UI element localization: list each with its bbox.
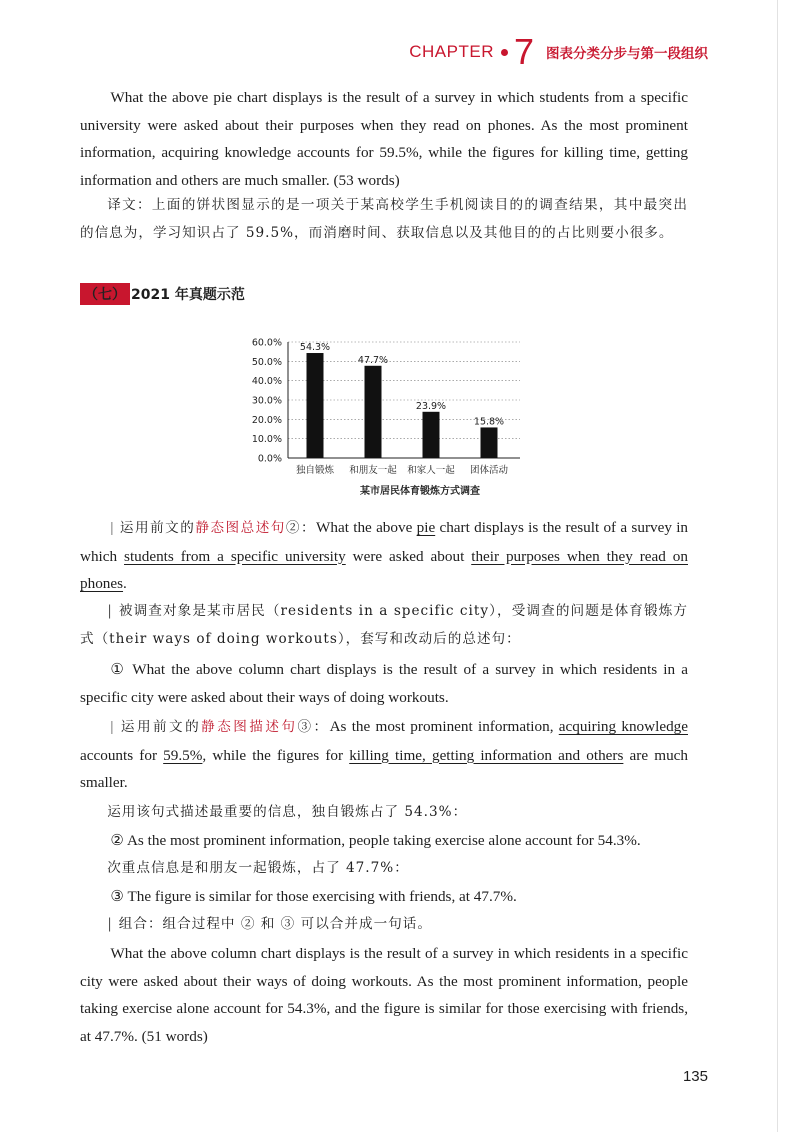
highlight-term: 静态图总述句: [195, 520, 286, 536]
y-tick-label: 60.0%: [251, 337, 282, 349]
text: accounts for: [80, 746, 164, 764]
bullet-dot-icon: [501, 49, 508, 56]
section-title: 2021 年真题示范: [131, 287, 245, 303]
text: 被调查对象是某市居民（residents in a specific city），受调查的问题是体育锻炼方式（their ways of doing workouts），套写和改动后的总述句：: [80, 603, 688, 647]
line-sentence-3: ③ The figure is similar for those exercising with friends, at 47.7%.: [110, 888, 517, 905]
y-tick-label: 0.0%: [257, 453, 282, 465]
label-text: 运用前文的: [119, 520, 196, 536]
label-number: ③：: [297, 719, 330, 735]
chart-data-labels: [300, 342, 504, 427]
underlined-text: pie: [416, 519, 436, 536]
chapter-number: 7: [513, 31, 534, 72]
bar-chart: [240, 328, 540, 503]
data-label: 15.8%: [473, 416, 505, 428]
chart-bars: [307, 353, 498, 458]
section-tag: （七）: [80, 283, 130, 305]
text: .: [123, 575, 127, 592]
chart-title: 某市居民体育锻炼方式调查: [360, 486, 480, 497]
line-instruction-1: 运用该句式描述最重要的信息，独自锻炼占了 54.3%：: [107, 804, 468, 820]
text: 组合：组合过程中 ② 和 ③ 可以合并成一句话。: [118, 916, 432, 932]
line-combine: [80, 911, 688, 939]
bar-marker: |: [107, 603, 113, 619]
underlined-text: students from a specific university: [124, 547, 346, 565]
text: , while the figures for: [202, 746, 350, 764]
category-label: 和朋友一起: [349, 465, 397, 476]
line-instruction-2: 次重点信息是和朋友一起锻炼，占了 47.7%：: [107, 860, 409, 876]
y-tick-label: 40.0%: [251, 376, 282, 388]
underlined-text: their purposes when they read on phones: [80, 547, 688, 592]
data-label: 47.7%: [357, 354, 389, 366]
data-label: 23.9%: [415, 400, 447, 412]
category-label: 团体活动: [469, 465, 509, 476]
label-text: 运用前文的: [119, 719, 202, 735]
rewritten-summary: ① What the above column chart displays is the result of a survey in which residents in a specific city were asked about their ways of doing workouts.: [80, 661, 688, 706]
usage-block-subject: [80, 598, 688, 653]
line-sentence-2: ② As the most prominent information, people taking exercise alone account for 54.3%.: [110, 832, 641, 849]
y-tick-label: 10.0%: [251, 434, 282, 446]
category-label: 和家人一起: [407, 465, 455, 476]
chart-categories: [296, 464, 509, 476]
category-label: 独自锻炼: [295, 465, 335, 476]
text: chart displays is the result of a survey in which: [80, 519, 689, 565]
y-tick-label: 30.0%: [251, 395, 282, 407]
chapter-word: CHAPTER: [409, 42, 494, 61]
usage-block-description: [80, 713, 688, 797]
y-tick-label: 20.0%: [251, 414, 282, 426]
page-number: 135: [682, 1068, 708, 1085]
section-heading: [80, 283, 245, 305]
underlined-text: killing time, getting information and others: [349, 746, 624, 764]
translation-paragraph: 译文：上面的饼状图显示的是一项关于某高校学生手机阅读目的的调查结果，其中最突出的信息为，学习知识占了 59.5%，而消磨时间、获取信息以及其他目的的占比则要小很多。: [80, 197, 688, 241]
bar-marker: |: [110, 718, 114, 735]
bar: [307, 353, 324, 458]
text: are much smaller.: [80, 746, 688, 791]
underlined-text: 59.5%: [163, 746, 203, 764]
underlined-text: acquiring knowledge: [558, 718, 688, 735]
bar: [423, 412, 440, 458]
bar-marker: |: [107, 916, 113, 932]
example-paragraph: What the above pie chart displays is the result of a survey in which students from a specific university were asked about their purposes when they read on phones. As the most prominent information, acquiring knowledge accounts for 59.5%, while the figures for killing time, getting information and others are much smaller. (53 words): [80, 89, 688, 189]
data-label: 54.3%: [299, 342, 331, 354]
text: What the above: [316, 519, 417, 536]
y-tick-label: 50.0%: [251, 356, 282, 368]
label-number: ②：: [285, 520, 317, 536]
bar: [481, 427, 498, 458]
text: were asked about: [345, 547, 472, 565]
usage-block-summary: [80, 514, 688, 598]
text: As the most prominent information,: [329, 718, 559, 735]
chapter-header: [409, 31, 708, 72]
bar-marker: |: [110, 519, 114, 536]
final-paragraph: What the above column chart displays is the result of a survey in which residents in a specific city were asked about their ways of doing workouts. As the most prominent information, people taking exercise alone account for 54.3%, and the figure is similar for those exercising with friends, at 47.7%. (51 words): [80, 945, 688, 1045]
chapter-title: 图表分类分步与第一段组织: [546, 46, 708, 62]
chart-y-ticks: [252, 338, 282, 465]
page-edge: [777, 0, 778, 1132]
bar: [365, 366, 382, 458]
highlight-term: 静态图描述句: [201, 719, 298, 735]
